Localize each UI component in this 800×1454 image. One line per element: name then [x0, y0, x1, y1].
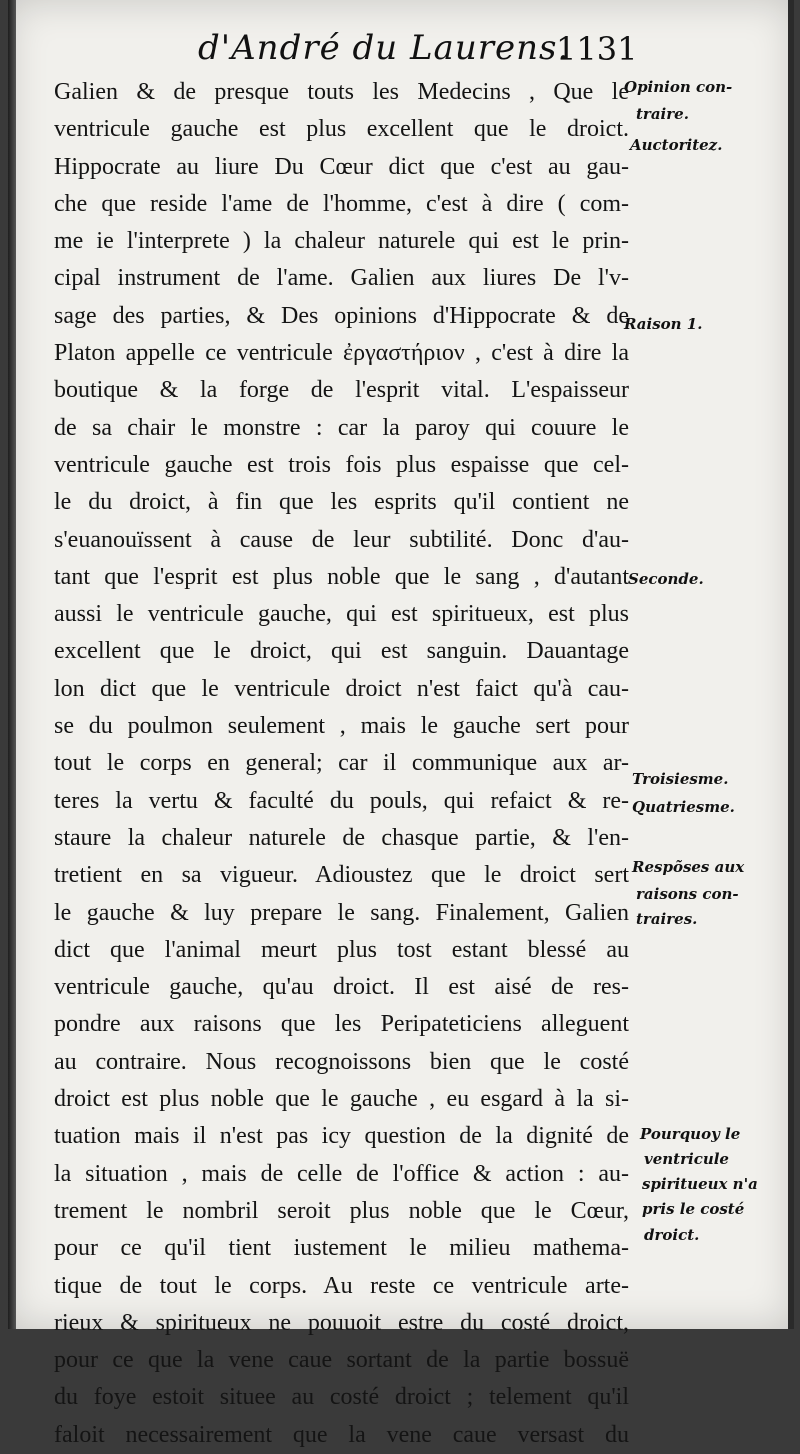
- text-line: tuation mais il n'est pas icy question de la dignité de: [54, 1123, 629, 1150]
- text-line: pour ce qu'il tient iustement le milieu mathema-: [54, 1235, 629, 1262]
- main-text-block: [54, 74, 629, 1454]
- text-line: staure la chaleur naturele de chasque partie, & l'en-: [54, 824, 629, 851]
- text-line: le du droict, à fin que les esprits qu'il contient ne: [54, 489, 629, 516]
- text-line: ventricule gauche, qu'au droict. Il est aisé de res-: [54, 974, 629, 1001]
- margin-note: Pourquoy le: [640, 1125, 741, 1143]
- text-line: boutique & la forge de l'esprit vital. L'espaisseur: [54, 377, 629, 404]
- text-line: aussi le ventricule gauche, qui est spiritueux, est plus: [54, 601, 629, 628]
- text-line: pour ce que la vene caue sortant de la partie bossuë: [54, 1347, 629, 1374]
- text-line: tretient en sa vigueur. Adioustez que le droict sert: [54, 862, 629, 889]
- margin-note: Raison 1.: [624, 315, 703, 333]
- margin-note: Opinion con-: [624, 78, 733, 96]
- margin-note: Auctoritez.: [630, 136, 723, 154]
- margin-note: ventricule: [644, 1150, 729, 1168]
- text-line: du foye estoit situee au costé droict ; telement qu'il: [54, 1384, 629, 1411]
- text-line: teres la vertu & faculté du pouls, qui refaict & re-: [54, 787, 629, 814]
- margin-note: pris le costé: [642, 1200, 745, 1218]
- margin-note: Quatriesme.: [632, 798, 735, 816]
- text-line: excellent que le droict, qui est sanguin. Dauantage: [54, 638, 629, 665]
- text-line: s'euanouïssent à cause de leur subtilité. Donc d'au-: [54, 526, 629, 553]
- margin-note: raisons con-: [636, 885, 739, 903]
- text-line: tique de tout le corps. Au reste ce ventricule arte-: [54, 1272, 629, 1299]
- page-outer-edge: [788, 0, 794, 1329]
- text-line: droict est plus noble que le gauche , eu esgard à la si-: [54, 1086, 629, 1113]
- text-line: rieux & spiritueux ne pouuoit estre du costé droict,: [54, 1309, 629, 1336]
- text-line: Galien & de presque touts les Medecins , Que le: [54, 79, 629, 105]
- text-line: tant que l'esprit est plus noble que le sang , d'autant: [54, 563, 629, 590]
- text-line: me ie l'interprete ) la chaleur naturele qui est le prin-: [54, 228, 629, 255]
- margin-note: traires.: [636, 910, 698, 928]
- text-line: ventricule gauche est plus excellent que le droict.: [54, 116, 629, 143]
- margin-note: Troisiesme.: [632, 770, 729, 788]
- text-line: ventricule gauche est trois fois plus espaisse que cel-: [54, 451, 629, 478]
- running-head: d'André du Laurens.: [198, 28, 570, 68]
- text-line: cipal instrument de l'ame. Galien aux liures De l'v-: [54, 265, 629, 292]
- text-line: pondre aux raisons que les Peripateticiens alleguent: [54, 1011, 629, 1038]
- text-line: che que reside l'ame de l'homme, c'est à dire ( com-: [54, 190, 629, 217]
- page-gutter-shadow: [8, 0, 16, 1329]
- text-line: Platon appelle ce ventricule ἐργαστήριον , c'est à dire la: [54, 340, 629, 367]
- margin-note: Respõses aux: [632, 858, 745, 876]
- page-number: 1131: [556, 30, 638, 68]
- text-line: le gauche & luy prepare le sang. Finalement, Galien: [54, 899, 629, 926]
- text-line: sage des parties, & Des opinions d'Hippocrate & de: [54, 302, 629, 329]
- text-line: dict que l'animal meurt plus tost estant blessé au: [54, 936, 629, 963]
- text-line: au contraire. Nous recognoissons bien que le costé: [54, 1048, 629, 1075]
- text-line: faloit necessairement que la vene caue versast du: [54, 1421, 629, 1448]
- text-line: lon dict que le ventricule droict n'est faict qu'à cau-: [54, 675, 629, 702]
- margin-note: spiritueux n'a: [642, 1175, 758, 1193]
- text-line: de sa chair le monstre : car la paroy qui couure le: [54, 414, 629, 441]
- book-page: [8, 0, 794, 1448]
- margin-note: droict.: [644, 1226, 700, 1244]
- text-line: Hippocrate au liure Du Cœur dict que c'est au gau-: [54, 153, 629, 180]
- text-line: trement le nombril seroit plus noble que le Cœur,: [54, 1197, 629, 1224]
- text-line: la situation , mais de celle de l'office & action : au-: [54, 1160, 629, 1187]
- text-line: tout le corps en general; car il communique aux ar-: [54, 750, 629, 777]
- margin-note: Seconde.: [628, 570, 704, 588]
- text-line: se du poulmon seulement , mais le gauche sert pour: [54, 713, 629, 740]
- margin-note: traire.: [636, 105, 689, 123]
